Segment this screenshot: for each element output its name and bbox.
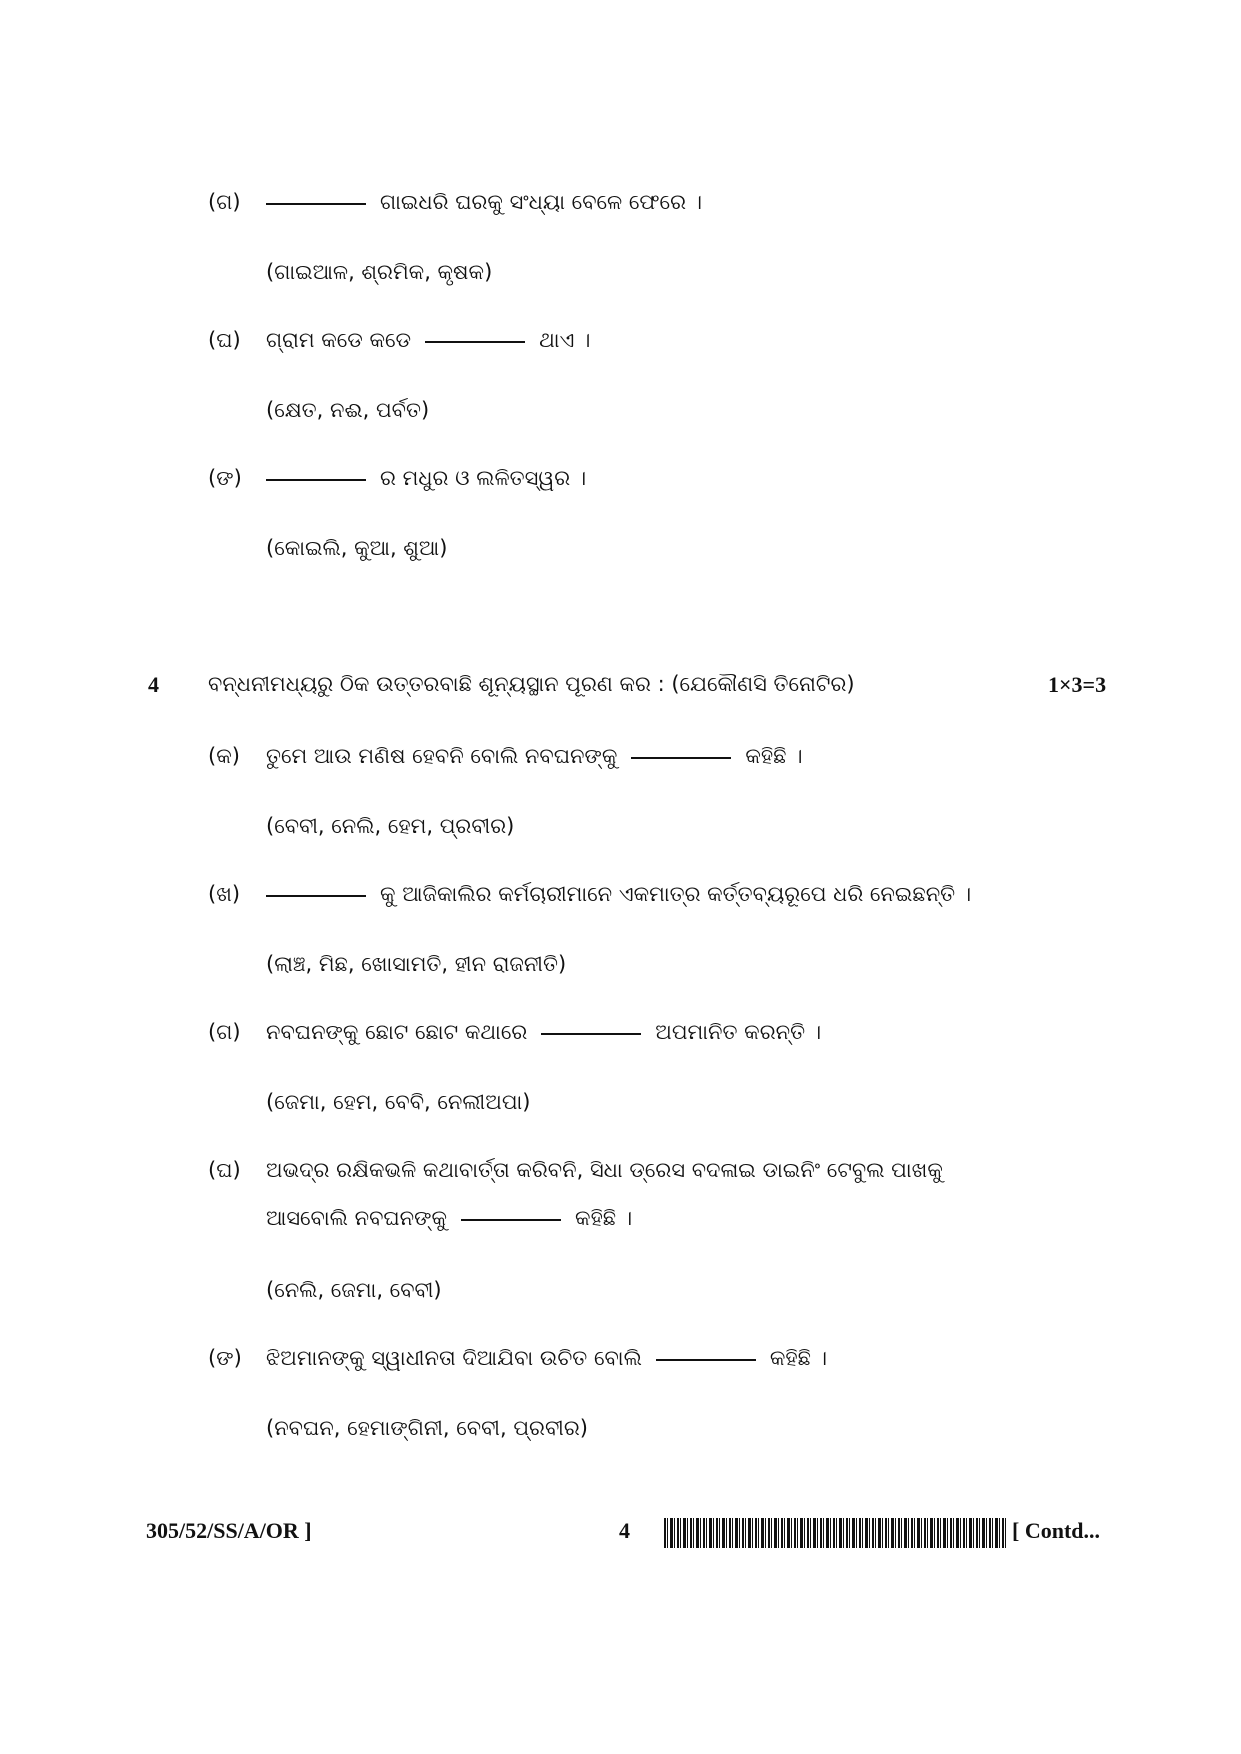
q3-item-nga-text: ର ମଧୁର ଓ ଲଳିତସ୍ୱର । [266, 466, 586, 491]
q4-item-kha-text: କୁ ଆଜିକାଲିର କର୍ମଚାରୀମାନେ ଏକମାତ୍ର କର୍ତ୍ତବ୍ୟରୂପେ ଧରି ନେଇଛନ୍ତି । [266, 882, 971, 907]
q4-item-gha-line1: ଅଭଦ୍ର ରକ୍ଷିକଭଳି କଥାବାର୍ତ୍ତା କରିବନି, ସିଧା ଡ୍ରେସ ବଦଳାଇ ଡାଇନିଂ ଟେବୁଲ ପାଖକୁ [266, 1158, 943, 1182]
answer-blank[interactable] [266, 203, 366, 205]
q4-item-ka-options: (ବେବୀ, ନେଲି, ହେମ, ପ୍ରବୀର) [266, 814, 515, 838]
q4-item-ga-options: (ଜେମା, ହେମ, ବେବି, ନେଲୀଅପା) [266, 1090, 531, 1114]
question-number: 4 [148, 672, 159, 697]
answer-blank[interactable] [541, 1033, 641, 1035]
q4-item-nga-label: (ଙ) [208, 1346, 242, 1370]
barcode-image [664, 1518, 1008, 1548]
q3-item-ga-text: ଗାଇଧରି ଘରକୁ ସଂଧ୍ୟା ବେଳେ ଫେରେ । [266, 190, 702, 215]
paper-code: 305/52/SS/A/OR ] [146, 1518, 312, 1543]
q4-item-ka-label: (କ) [208, 744, 240, 768]
q4-item-kha-label: (ଖ) [208, 882, 241, 906]
answer-blank[interactable] [656, 1359, 756, 1361]
q4-item-ka-text: ତୁମେ ଆଉ ମଣିଷ ହେବନି ବୋଲି ନବଘନଙ୍କୁ କହିଛି । [266, 744, 803, 768]
answer-blank[interactable] [266, 479, 366, 481]
q4-item-gha-options: (ନେଲି, ଜେମା, ବେବୀ) [266, 1278, 442, 1302]
q3-item-gha-label: (ଘ) [208, 328, 241, 352]
answer-blank[interactable] [631, 757, 731, 759]
q4-item-nga-text: ଝିଅମାନଙ୍କୁ ସ୍ୱାଧୀନତା ଦିଆଯିବା ଉଚିତ ବୋଲି କହିଛି । [266, 1346, 828, 1370]
question-marks: 1×3=3 [1048, 672, 1107, 697]
q4-item-ga-label: (ଗ) [208, 1020, 241, 1044]
q3-item-nga-options: (କୋଇଲି, କୁଆ, ଶୁଆ) [266, 536, 448, 560]
q4-item-nga-options: (ନବଘନ, ହେମାଙ୍ଗିନୀ, ବେବୀ, ପ୍ରବୀର) [266, 1416, 588, 1440]
answer-blank[interactable] [266, 895, 366, 897]
answer-blank[interactable] [425, 341, 525, 343]
q4-item-ga-text: ନବଘନଙ୍କୁ ଛୋଟ ଛୋଟ କଥାରେ ଅପମାନିତ କରନ୍ତି । [266, 1020, 822, 1044]
q3-item-nga-label: (ଙ) [208, 466, 242, 490]
q3-item-ga-options: (ଗାଇଆଳ, ଶ୍ରମିକ, କୃଷକ) [266, 260, 493, 284]
answer-blank[interactable] [461, 1219, 561, 1221]
q4-item-gha-label: (ଘ) [208, 1158, 241, 1182]
q4-item-gha-text: ଆସବୋଲି ନବଘନଙ୍କୁ କହିଛି । [266, 1206, 633, 1230]
q3-item-ga-label: (ଗ) [208, 190, 241, 214]
q3-item-gha-options: (କ୍ଷେତ, ନଈ, ପର୍ବତ) [266, 398, 430, 422]
q3-item-gha-text: ଗ୍ରାମ କଡେ କଡେ ଥାଏ । [266, 328, 591, 352]
page-number: 4 [619, 1518, 630, 1543]
question-instruction: ବନ୍ଧନୀମଧ୍ୟରୁ ଠିକ ଉତ୍ତରବାଛି ଶୂନ୍ୟସ୍ଥାନ ପୂରଣ କର : (ଯେକୌଣସି ତିନୋଟିର) [208, 672, 855, 696]
q4-item-kha-options: (ଲାଞ୍ଚ, ମିଛ, ଖୋସାମତି, ହୀନ ରାଜନୀତି) [266, 952, 567, 976]
contd-label: [ Contd... [1012, 1518, 1101, 1543]
